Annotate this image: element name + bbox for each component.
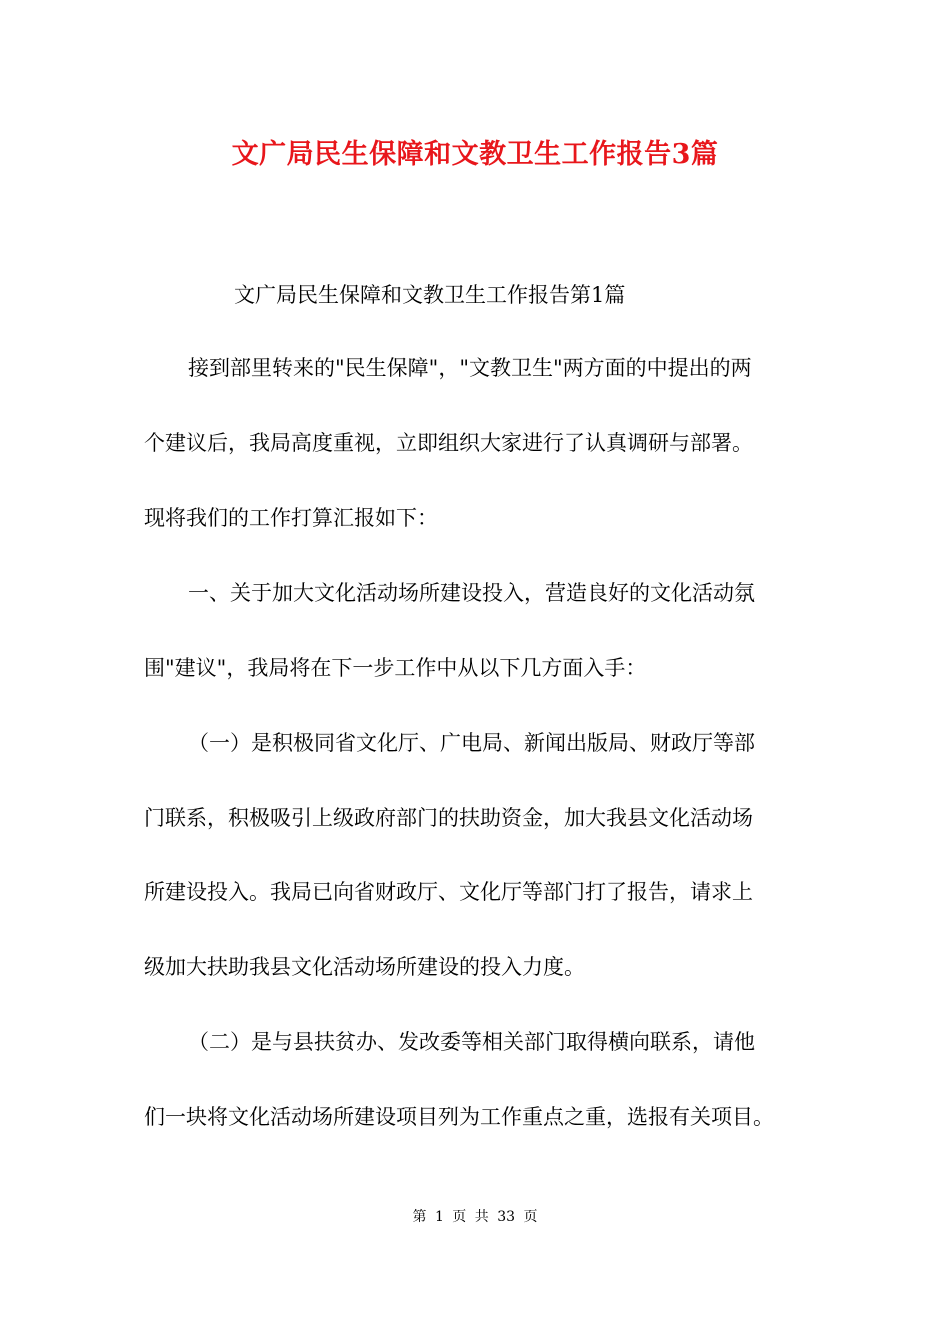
section-heading: 文广局民生保障和文教卫生工作报告第1篇 xyxy=(234,283,626,307)
body-line: 所建设投入。我局已向省财政厅、文化厅等部门打了报告，请求上 xyxy=(144,880,753,904)
body-line: 围"建议"，我局将在下一步工作中从以下几方面入手： xyxy=(144,656,647,680)
body-line: 们一块将文化活动场所建设项目列为工作重点之重，选报有关项目。 xyxy=(144,1105,774,1129)
body-line: 一、关于加大文化活动场所建设投入，营造良好的文化活动氛 xyxy=(188,581,755,605)
body-line: 现将我们的工作打算汇报如下： xyxy=(144,506,438,530)
body-line: （二）是与县扶贫办、发改委等相关部门取得横向联系，请他 xyxy=(188,1030,755,1054)
body-line: 门联系，积极吸引上级政府部门的扶助资金，加大我县文化活动场 xyxy=(144,806,753,830)
body-line: （一）是积极同省文化厅、广电局、新闻出版局、财政厅等部 xyxy=(188,731,755,755)
page-footer: 第 1 页 共 33 页 xyxy=(412,1209,538,1225)
page-title: 文广局民生保障和文教卫生工作报告3篇 xyxy=(231,139,719,170)
body-line: 个建议后，我局高度重视，立即组织大家进行了认真调研与部署。 xyxy=(144,431,753,455)
body-line: 接到部里转来的"民生保障"，"文教卫生"两方面的中提出的两 xyxy=(188,356,752,380)
body-line: 级加大扶助我县文化活动场所建设的投入力度。 xyxy=(144,955,585,979)
